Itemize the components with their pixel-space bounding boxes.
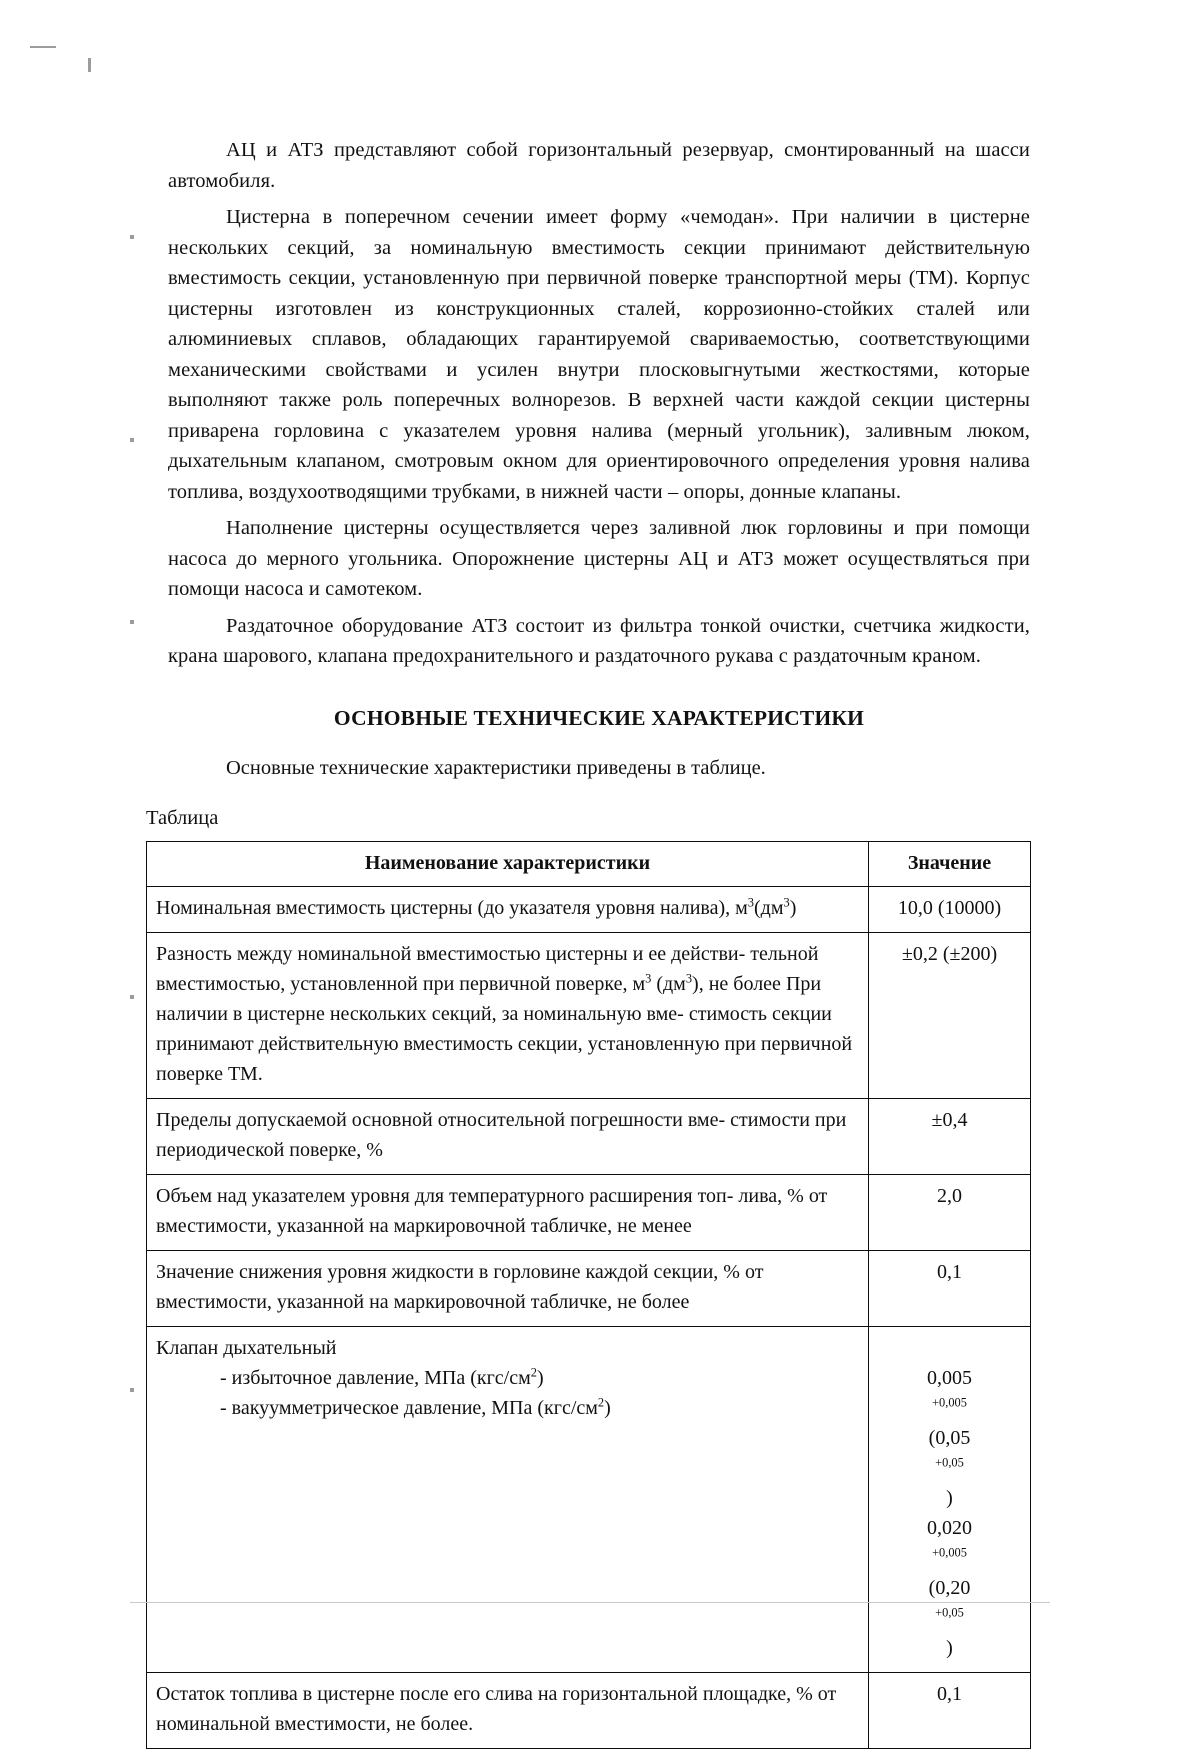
paragraph-3: Наполнение цистерны осуществляется через заливной люк горловины и при помощи насоса до мерного угольника. Опорожнение цистерны АЦ и АТЗ может осуществляться при помощи насоса и самотеком. [168,517,1030,600]
superscript: 2 [530,1364,537,1379]
characteristic-name [147,1250,869,1326]
scan-artifact-mark [130,620,134,624]
paragraph-4: Раздаточное оборудование АТЗ состоит из фильтра тонкой очистки, счетчика жидкости, крана шарового, клапана предохранительного и раздаточного рукава с раздаточным краном. [168,614,1030,667]
value-stack [878,1333,1021,1663]
text-line [735,894,797,919]
column-header-name: Наименование характеристики [147,841,869,886]
characteristic-name [147,1174,869,1250]
characteristic-name [147,1672,869,1748]
superscript: 2 [597,1394,605,1409]
section-heading: ОСНОВНЫЕ ТЕХНИЧЕСКИЕ ХАРАКТЕРИСТИКИ [333,705,865,730]
scan-artifact-mark [130,235,134,239]
text-line: При наличии в цистерне нескольких секций, за номинальную вме- [156,972,822,1025]
text-fragment: (дм [656,972,686,995]
text-line: Номинальная вместимость цистерны (до указателя уровня налива), [156,896,731,919]
sub-item-overpressure [156,1363,859,1393]
characteristic-name [147,932,869,1098]
characteristic-value: ±0,4 [869,1098,1031,1174]
characteristic-value: 10,0 (10000) [869,886,1031,932]
superscript: 3 [783,894,790,909]
specifications-table [146,841,1031,1749]
table-row [147,886,1031,932]
text-fragment: (0,05 [928,1426,971,1449]
text-fragment: ) [604,1396,611,1419]
text-line: Клапан дыхательный [156,1336,337,1359]
superscript: +0,05 [935,1454,964,1469]
scan-artifact-mark [88,58,91,72]
table-row [147,1098,1031,1174]
text-line: Разность между номинальной вместимостью цистерны и ее действи- [156,942,746,965]
scan-artifact-mark [130,438,134,442]
unit-dm-open: (дм [754,896,784,919]
text-fragment: 0,020 [927,1516,972,1539]
text-line: Остаток топлива в цистерне после его слива на горизонтальной [156,1682,698,1705]
characteristic-value: 0,1 [869,1672,1031,1748]
text-fragment: ) [946,1486,953,1509]
text-fragment: ) [536,1366,544,1389]
text-line: Значение снижения уровня жидкости в горловине каждой секции, % [156,1260,740,1283]
column-header-value: Значение [869,841,1031,886]
text-line: стимости при периодической поверке, % [156,1108,847,1161]
characteristic-name [147,886,869,932]
text-fragment: (0,20 [928,1576,971,1599]
text-line: установленную при первичной поверке ТМ. [156,1032,853,1085]
superscript: 3 [685,970,693,985]
text-line: площадке, % от номинальной вместимости, не более. [156,1682,837,1735]
value-overpressure [878,1363,1021,1513]
superscript: +0,005 [932,1544,967,1559]
characteristic-value: 0,1 [869,1250,1031,1326]
paragraph-2: Цистерна в поперечном сечении имеет форму «чемодан». При наличии в цистерне нескольких секций, за номинальную вместимость секции принимают действительную вместимость секции, установленную при первичной поверке транспортной меры (ТМ). Корпус цистерны изготовлен из конструкционных сталей, коррозионно-стойких сталей или алюминиевых сплавов, обладающих гарантируемой свариваемостью, соответствующими механическими свойствами и усилен внутри плосковыгнутыми жесткостями, которые выполняют также роль поперечных волнорезов. В верхней части каждой секции цистерны приварена горловина с указателем уровня налива (мерный угольник), заливным люком, дыхательным клапаном, смотровым окном для ориентировочного определения уровня налива топлива, воздухоотводящими трубками, в нижней части – опоры, донные клапаны. [168,206,1030,503]
text-fragment: - избыточное давление, МПа (кгс/см [220,1366,531,1389]
sub-item-vacuum-pressure [156,1393,859,1423]
text-fragment: 0,005 [927,1366,972,1389]
table-row [147,1174,1031,1250]
text-fragment: ) [946,1636,953,1659]
scan-artifact-mark [130,1388,134,1392]
document-body [146,135,1030,1749]
scan-artifact-mark [130,995,134,999]
table-row [147,1326,1031,1672]
superscript: +0,005 [932,1394,967,1409]
characteristic-value [869,1326,1031,1672]
characteristic-value: 2,0 [869,1174,1031,1250]
paragraph-1: АЦ и АТЗ представляют собой горизонтальный резервуар, смонтированный на шасси автомобиля. [168,139,1030,192]
table-caption: Таблица [146,806,219,829]
text-line: лива, % от вместимости, указанной на маркировочной табличке, не [156,1184,828,1237]
text-line: Объем над указателем уровня для температурного расширения топ- [156,1184,734,1207]
scan-artifact-mark [30,46,56,48]
table-header-row [147,841,1031,886]
text-fragment: - вакуумметрическое давление, МПа (кгс/см [220,1396,598,1419]
value-vacuum-pressure [878,1513,1021,1663]
footer-divider [130,1602,1050,1603]
table-row [147,1250,1031,1326]
text-line: от вместимости, указанной на маркировочной табличке, не более [156,1260,764,1313]
characteristic-value: ±0,2 (±200) [869,932,1031,1098]
text-line: менее [641,1214,692,1237]
superscript: 3 [645,970,652,985]
text-fragment: ), не более [692,972,781,995]
text-line [656,970,781,995]
unit-close: ) [789,896,797,919]
table-intro-line: Основные технические характеристики приведены в таблице. [226,756,766,779]
characteristic-name [147,1326,869,1672]
table-row [147,1672,1031,1748]
text-line: Пределы допускаемой основной относительной погрешности вме- [156,1108,726,1131]
text-fragment: тельной вместимостью, установленной при первичной поверке, м [156,942,819,995]
characteristic-name [147,1098,869,1174]
text-line: стимость секции принимают действительную вместимость секции, [156,1002,832,1055]
unit-m: м [735,896,748,919]
table-row [147,932,1031,1098]
superscript: +0,05 [935,1604,964,1619]
superscript: 3 [747,894,754,909]
value-spacer [878,1333,1021,1363]
